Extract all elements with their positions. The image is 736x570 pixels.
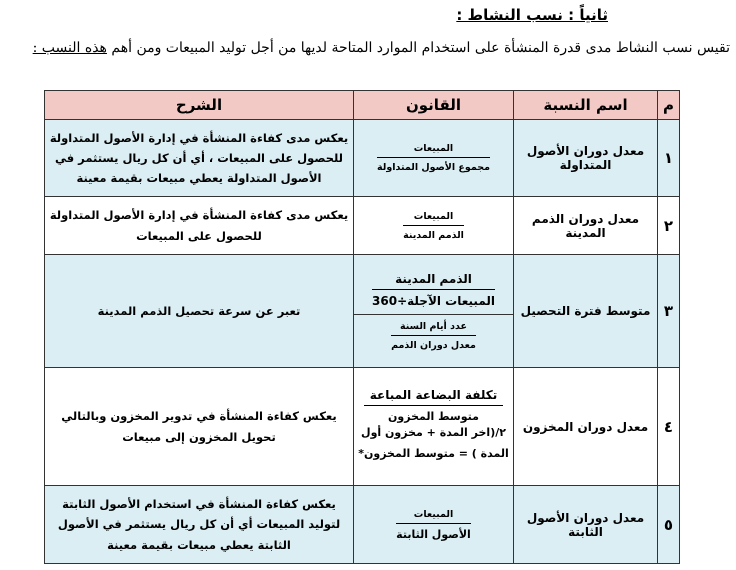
denominator: مجموع الأصول المتداولة: [377, 162, 490, 173]
row-number: ١: [658, 120, 680, 197]
ratio-name: معدل دوران الذمم المدينة: [514, 197, 658, 255]
ratio-explanation: يعكس كفاءة المنشأة في تدوير المخزون وبالتالي تحويل المخزون إلى مبيعات: [45, 368, 354, 486]
numerator: المبيعات: [396, 509, 471, 524]
table-header-row: [45, 91, 680, 120]
ratio-name: معدل دوران الأصول الثابتة: [514, 486, 658, 564]
header-name: اسم النسبة: [514, 91, 658, 120]
row-number: ٤: [658, 368, 680, 486]
ratio-explanation: يعكس مدى كفاءة المنشأة في إدارة الأصول المتداولة للحصول على المبيعات ، أي أن كل ريال يستثمر في الأصول المتداولة يعطي مبيعات بقيمة معينة: [45, 120, 354, 197]
denominator: معدل دوران الذمم: [391, 339, 476, 351]
fraction: [396, 509, 471, 541]
numerator: تكلفة البضاعة المباعة: [364, 388, 504, 406]
ratio-formula: [354, 197, 514, 255]
activity-ratios-table: [44, 90, 680, 564]
table-row: [45, 255, 680, 368]
row-number: ٥: [658, 486, 680, 564]
ratio-explanation: يعكس مدى كفاءة المنشأة في إدارة الأصول المتداولة للحصول على المبيعات: [45, 197, 354, 255]
header-explanation: الشرح: [45, 91, 354, 120]
table-row: [45, 197, 680, 255]
table-row: [45, 486, 680, 564]
row-number: ٣: [658, 255, 680, 368]
denominator: الأصول الثابتة: [396, 527, 471, 541]
denominator: الذمم المدينة: [403, 229, 464, 241]
fraction: [364, 388, 504, 423]
fraction: [377, 143, 490, 173]
ratio-name: معدل دوران المخزون: [514, 368, 658, 486]
table-row: [45, 368, 680, 486]
numerator: المبيعات: [377, 143, 490, 158]
header-num: م: [658, 91, 680, 120]
ratio-formula: [354, 486, 514, 564]
ratio-formula: [354, 120, 514, 197]
intro-paragraph: [6, 40, 730, 56]
intro-text: تقيس نسب النشاط مدى قدرة المنشأة على استخدام الموارد المتاحة لديها من أجل توليد المبيعات ومن أهم: [106, 40, 730, 56]
ratio-name: متوسط فترة التحصيل: [514, 255, 658, 368]
ratio-formula: [354, 368, 514, 486]
denominator: المبيعات الآجلة÷360: [372, 293, 495, 308]
ratio-explanation: تعبر عن سرعة تحصيل الذمم المدينة: [45, 255, 354, 368]
denominator: متوسط المخزون: [388, 410, 479, 424]
intro-underlined: هذه النسب :: [32, 40, 107, 56]
formula-part-b: [354, 315, 513, 355]
formula-note-2: المدة ) = متوسط المخزون*: [358, 447, 509, 460]
numerator: المبيعات: [403, 211, 464, 226]
ratio-explanation: يعكس كفاءة المنشأة في استخدام الأصول الثابتة لتوليد المبيعات أي أن كل ريال يستثمر في الأصول الثابتة يعطي مبيعات بقيمة معينة: [45, 486, 354, 564]
formula-part-a: [354, 268, 513, 315]
fraction: [372, 272, 495, 308]
numerator: الذمم المدينة: [372, 272, 495, 290]
table-row: [45, 120, 680, 197]
ratio-formula: [354, 255, 514, 368]
row-number: ٢: [658, 197, 680, 255]
fraction: [403, 211, 464, 241]
header-law: القانون: [354, 91, 514, 120]
formula-stack: [358, 388, 509, 465]
fraction: [391, 321, 476, 351]
numerator: عدد أيام السنة: [391, 321, 476, 336]
section-heading: ثانياً : نسب النشاط :: [456, 6, 608, 24]
ratio-name: معدل دوران الأصول المتداولة: [514, 120, 658, 197]
formula-note-1: ٢/(اخر المدة + مخزون أول: [361, 426, 506, 440]
